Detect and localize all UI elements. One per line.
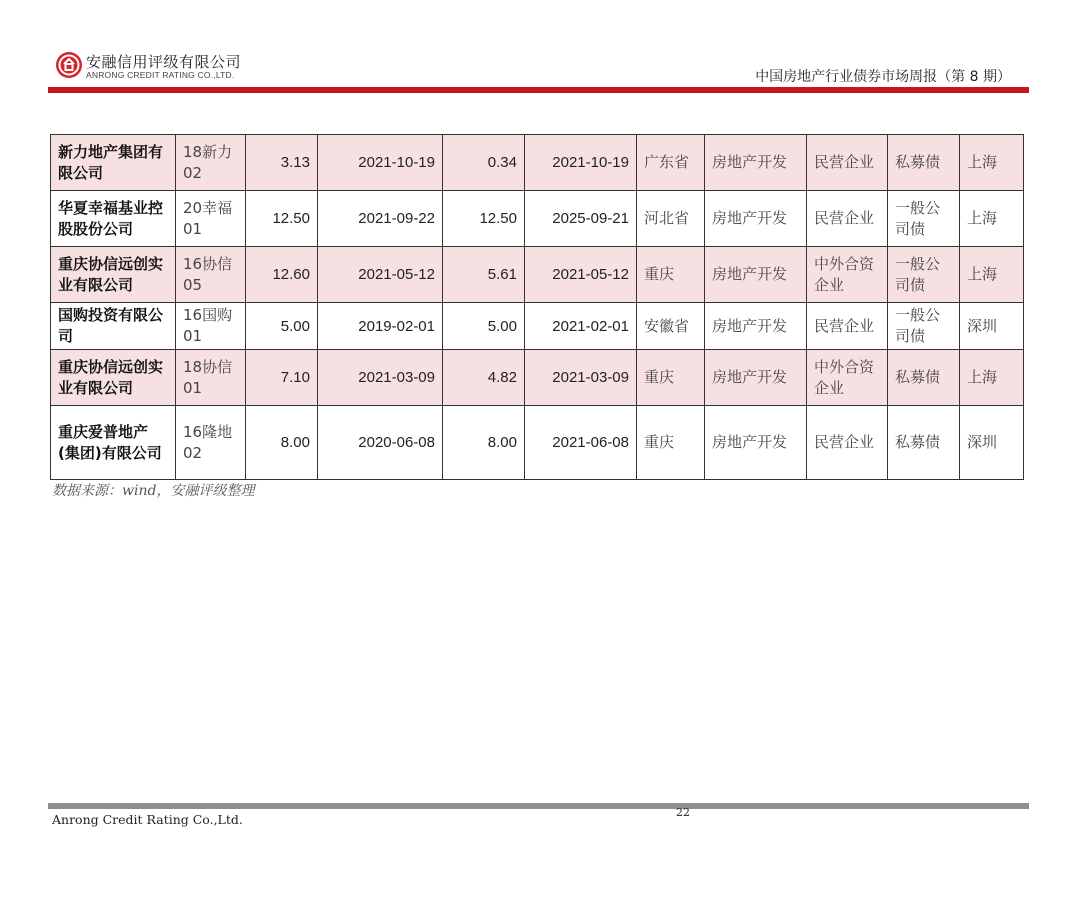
- table-cell-exchange: 上海: [960, 350, 1024, 406]
- table-cell-province: 广东省: [637, 135, 705, 191]
- table-cell-company: 重庆协信远创实业有限公司: [51, 350, 176, 406]
- table-cell-exchange: 深圳: [960, 406, 1024, 480]
- table-row: [51, 191, 1024, 247]
- table-cell-bond-type: 一般公司债: [888, 191, 960, 247]
- table-cell-industry: 房地产开发: [705, 135, 807, 191]
- table-cell-exchange: 上海: [960, 191, 1024, 247]
- table-cell-issue-date: 2021-09-22: [318, 191, 443, 247]
- footer-divider: [48, 803, 1029, 809]
- page-header: [0, 0, 1079, 95]
- table-cell-amount: 8.00: [246, 406, 318, 480]
- table-cell-issue-date: 2019-02-01: [318, 303, 443, 350]
- source-note: 数据来源：wind，安融评级整理: [52, 483, 255, 499]
- table-cell-nature: 中外合资企业: [807, 350, 888, 406]
- table-cell-industry: 房地产开发: [705, 303, 807, 350]
- table-cell-balance: 12.50: [443, 191, 525, 247]
- table-cell-nature: 民营企业: [807, 303, 888, 350]
- table-cell-issue-date: 2021-05-12: [318, 247, 443, 303]
- table-cell-exchange: 上海: [960, 247, 1024, 303]
- table-row: [51, 135, 1024, 191]
- table-cell-maturity-date: 2025-09-21: [525, 191, 637, 247]
- table-cell-balance: 8.00: [443, 406, 525, 480]
- brand-name-en: ANRONG CREDIT RATING CO.,LTD.: [86, 70, 235, 80]
- table-cell-bond-type: 私募债: [888, 406, 960, 480]
- table-cell-nature: 民营企业: [807, 191, 888, 247]
- table-cell-amount: 12.50: [246, 191, 318, 247]
- table-cell-exchange: 深圳: [960, 303, 1024, 350]
- table-cell-balance: 4.82: [443, 350, 525, 406]
- table-cell-company: 国购投资有限公司: [51, 303, 176, 350]
- table-row: [51, 303, 1024, 350]
- table-cell-industry: 房地产开发: [705, 191, 807, 247]
- table-cell-balance: 5.61: [443, 247, 525, 303]
- table-row: [51, 350, 1024, 406]
- table-cell-issue-date: 2021-10-19: [318, 135, 443, 191]
- table-cell-code: 18新力02: [176, 135, 246, 191]
- table-cell-amount: 12.60: [246, 247, 318, 303]
- table-cell-bond-type: 一般公司债: [888, 247, 960, 303]
- table-cell-province: 安徽省: [637, 303, 705, 350]
- table-cell-bond-type: 私募债: [888, 135, 960, 191]
- table-cell-amount: 7.10: [246, 350, 318, 406]
- table-cell-balance: 0.34: [443, 135, 525, 191]
- table-cell-company: 新力地产集团有限公司: [51, 135, 176, 191]
- table-cell-company: 重庆协信远创实业有限公司: [51, 247, 176, 303]
- table-cell-province: 重庆: [637, 406, 705, 480]
- bond-table: [50, 134, 1024, 480]
- table-cell-nature: 中外合资企业: [807, 247, 888, 303]
- brand-name-cn: 安融信用评级有限公司: [86, 53, 242, 71]
- table-cell-bond-type: 一般公司债: [888, 303, 960, 350]
- table-cell-amount: 5.00: [246, 303, 318, 350]
- table-cell-nature: 民营企业: [807, 135, 888, 191]
- table-cell-maturity-date: 2021-05-12: [525, 247, 637, 303]
- footer-company: Anrong Credit Rating Co.,Ltd.: [52, 812, 243, 827]
- table-cell-issue-date: 2021-03-09: [318, 350, 443, 406]
- table-cell-maturity-date: 2021-06-08: [525, 406, 637, 480]
- table-cell-issue-date: 2020-06-08: [318, 406, 443, 480]
- table-cell-province: 重庆: [637, 350, 705, 406]
- table-cell-industry: 房地产开发: [705, 350, 807, 406]
- table-row: [51, 406, 1024, 480]
- report-title: 中国房地产行业债券市场周报（第 8 期）: [755, 69, 1011, 85]
- table-cell-maturity-date: 2021-10-19: [525, 135, 637, 191]
- page-number: 22: [676, 806, 690, 819]
- table-cell-code: 16隆地02: [176, 406, 246, 480]
- table-cell-bond-type: 私募债: [888, 350, 960, 406]
- table-cell-code: 20幸福01: [176, 191, 246, 247]
- table-cell-code: 16国购01: [176, 303, 246, 350]
- table-cell-code: 16协信05: [176, 247, 246, 303]
- table-cell-maturity-date: 2021-03-09: [525, 350, 637, 406]
- table-cell-balance: 5.00: [443, 303, 525, 350]
- table-cell-industry: 房地产开发: [705, 406, 807, 480]
- table-cell-province: 重庆: [637, 247, 705, 303]
- table-cell-exchange: 上海: [960, 135, 1024, 191]
- table-cell-code: 18协信01: [176, 350, 246, 406]
- table-cell-amount: 3.13: [246, 135, 318, 191]
- table-cell-company: 华夏幸福基业控股股份公司: [51, 191, 176, 247]
- table-cell-industry: 房地产开发: [705, 247, 807, 303]
- table-cell-nature: 民营企业: [807, 406, 888, 480]
- table-cell-maturity-date: 2021-02-01: [525, 303, 637, 350]
- table-cell-province: 河北省: [637, 191, 705, 247]
- header-divider: [48, 87, 1029, 93]
- table-row: [51, 247, 1024, 303]
- anrong-logo-icon: [56, 52, 82, 78]
- table-cell-company: 重庆爱普地产(集团)有限公司: [51, 406, 176, 480]
